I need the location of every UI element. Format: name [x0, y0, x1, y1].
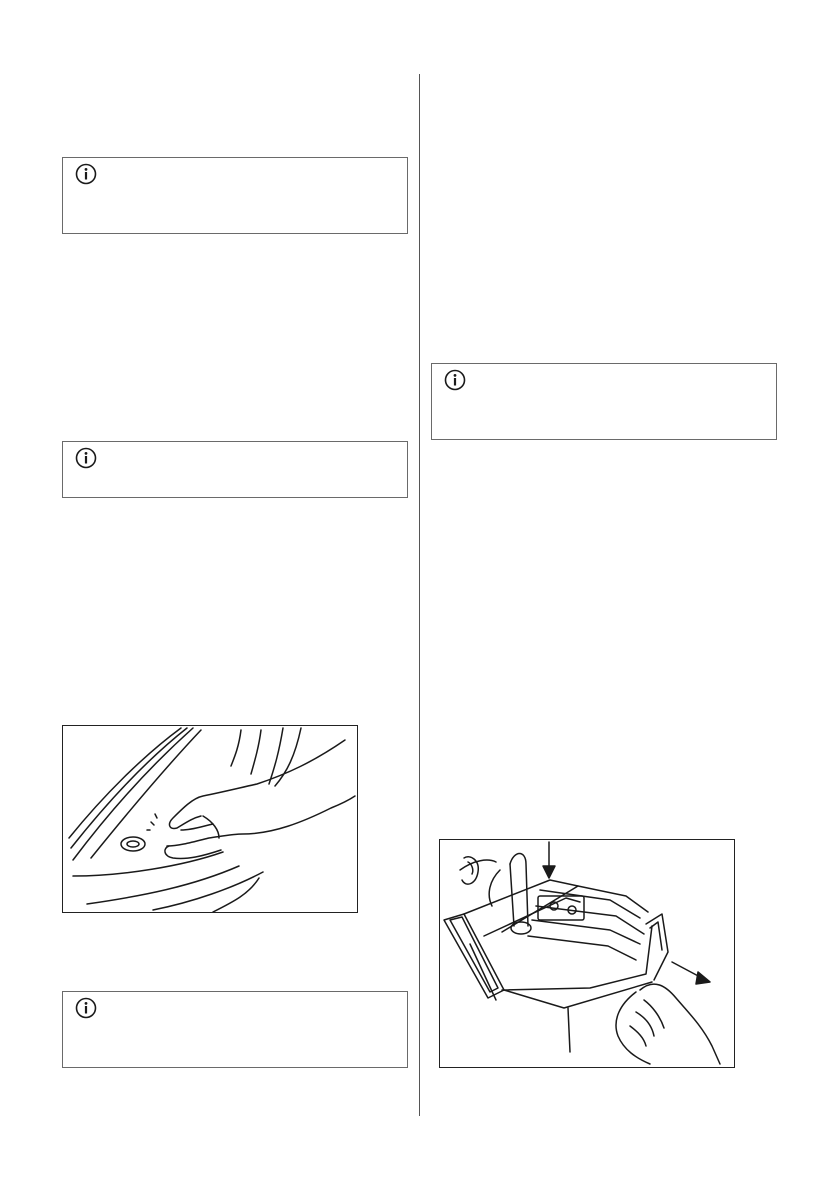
info-icon	[75, 163, 97, 185]
drum-illustration	[62, 725, 358, 913]
info-note-2	[62, 441, 408, 498]
info-icon	[444, 369, 466, 391]
info-note-1	[62, 157, 408, 234]
info-note-3	[62, 991, 408, 1068]
info-icon	[75, 447, 97, 469]
info-note-4	[431, 363, 777, 440]
column-divider	[419, 74, 420, 1116]
info-icon	[75, 997, 97, 1019]
dispenser-illustration	[439, 839, 735, 1068]
